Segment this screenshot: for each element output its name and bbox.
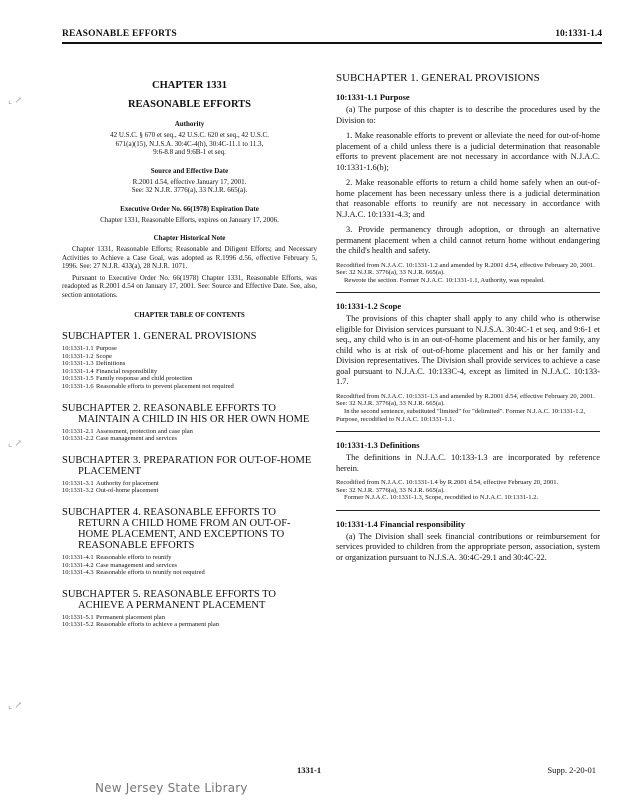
exec-order-heading: Executive Order No. 66(1978) Expiration Date bbox=[120, 204, 259, 213]
authority-heading: Authority bbox=[174, 120, 205, 128]
toc-entry bbox=[62, 383, 317, 391]
toc-entry bbox=[62, 621, 317, 629]
toc-entry-title: Authority for placement bbox=[96, 479, 159, 487]
toc-entry-number: 10:1331-4.2 bbox=[62, 561, 94, 569]
toc-entry bbox=[62, 435, 317, 443]
toc-heading: CHAPTER TABLE OF CONTENTS bbox=[134, 311, 245, 319]
toc-entry-title: Purpose bbox=[96, 345, 117, 352]
toc-entry bbox=[62, 487, 317, 495]
toc-entry-title: Reasonable efforts to reunify bbox=[96, 553, 172, 561]
history-line: In the second sentence, substituted "limited" for "delimited". Former N.J.A.C. 10:1331-1.2, Purpose, recodified to N.J.A.C. 10:1331-1.1. bbox=[336, 407, 586, 423]
toc-subchapter-title: SUBCHAPTER 4. REASONABLE EFFORTS TO bbox=[62, 506, 276, 518]
history-line: Recodified from N.J.A.C. 10:1331-1.2 and amended by R.2001 d.54, effective February 20, 2001. bbox=[336, 261, 595, 269]
toc-entry bbox=[62, 428, 317, 436]
toc-entry-title: Assessment, protection and case plan bbox=[96, 427, 193, 435]
section-paragraph: 1. Make reasonable efforts to prevent or alleviate the need for out-of-home placement of a child unless there is a judicial determination that reasonable efforts to prevent placement are not necessary in accordance with N.J.A.C. 10:1331-1.6(b); bbox=[336, 131, 600, 172]
historical-note-heading: Chapter Historical Note bbox=[153, 234, 226, 242]
toc-entry-number: 10:1331-1.2 bbox=[62, 352, 94, 360]
right-column bbox=[336, 58, 600, 568]
source-line: R.2001 d.54, effective January 17, 2001. bbox=[132, 177, 247, 186]
margin-mark-icon: ⌞ ↗ bbox=[8, 700, 23, 710]
authority-line: 9:6-8.8 and 9:6B-1 et seq. bbox=[153, 148, 226, 156]
toc-entry-title: Reasonable efforts to reunify not required bbox=[96, 569, 205, 577]
library-stamp: New Jersey State Library bbox=[95, 781, 248, 795]
toc-subchapter-title-cont: PLACEMENT bbox=[78, 465, 141, 477]
toc-entry-number: 10:1331-4.1 bbox=[62, 553, 94, 561]
toc-entry-title: Financial responsibility bbox=[96, 367, 158, 375]
toc-entry-number: 10:1331-1.4 bbox=[62, 367, 94, 375]
authority-line: 42 U.S.C. § 670 et seq., 42 U.S.C. 620 et seq., 42 U.S.C. bbox=[110, 131, 269, 139]
toc-subchapter-title: SUBCHAPTER 5. REASONABLE EFFORTS TO bbox=[62, 588, 276, 600]
toc-subchapter-title: SUBCHAPTER 1. GENERAL PROVISIONS bbox=[62, 331, 257, 342]
history-line: See: 32 N.J.R. 3776(a), 33 N.J.R. 665(a). bbox=[336, 400, 445, 408]
section-history bbox=[336, 479, 600, 502]
section-divider bbox=[336, 431, 600, 432]
section-paragraph: 2. Make reasonable efforts to return a child home safely when an out-of-home placement has been necessary unless there is a judicial determination that reasonable efforts to reunify are not necessary in accordance with N.J.A.C. 10:1331-4.3; and bbox=[336, 178, 600, 219]
toc-entry-title: Case management and services bbox=[96, 435, 178, 443]
toc-entry bbox=[62, 345, 317, 353]
running-header bbox=[62, 28, 602, 44]
toc-subchapter-title-cont: ACHIEVE A PERMANENT PLACEMENT bbox=[78, 599, 266, 611]
section-history bbox=[336, 262, 600, 285]
toc-entry bbox=[62, 614, 317, 622]
toc-entry-number: 10:1331-2.1 bbox=[62, 427, 94, 435]
toc-entry-number: 10:1331-3.1 bbox=[62, 479, 94, 487]
supplement-date: Supp. 2-20-01 bbox=[547, 765, 596, 775]
toc-entry-number: 10:1331-2.2 bbox=[62, 435, 94, 443]
section-heading-purpose: 10:1331-1.1 Purpose bbox=[336, 92, 410, 102]
toc-entry-number: 10:1331-5.1 bbox=[62, 613, 94, 621]
toc-subchapter-heading bbox=[62, 331, 317, 342]
toc-subchapter-heading bbox=[62, 507, 317, 551]
toc-entry bbox=[62, 375, 317, 383]
history-line: Recodified from N.J.A.C. 10:1331-1.4 by R.2001 d.54, effective February 20, 2001. bbox=[336, 479, 559, 487]
header-title: REASONABLE EFFORTS bbox=[62, 29, 177, 39]
toc-entry-title: Out-of-home placement bbox=[96, 487, 159, 495]
toc-subchapter-title-cont: MAINTAIN A CHILD IN HIS OR HER OWN HOME bbox=[78, 413, 310, 425]
toc-entry bbox=[62, 480, 317, 488]
section-paragraph: The provisions of this chapter shall apply to any child who is otherwise eligible for Division services pursuant to N.J.S.A. 30:4C-1 et seq. and 9:6-1 et seq., any child who is in an out-of-home placement and his or her family, any child who is at risk of out-of-home placement and his or her family and Division representatives. The Division shall provide services to achieve a case goal pursuant to N.J.A.C. 10:133C-4, except as limited in N.J.A.C. 10:133-1.7. bbox=[336, 314, 600, 387]
history-line: See: 32 N.J.R. 3776(a), 33 N.J.R. 665(a). bbox=[336, 486, 445, 494]
source-line: See: 32 N.J.R. 3776(a), 33 N.J.R. 665(a). bbox=[131, 186, 248, 194]
left-column bbox=[62, 58, 317, 629]
toc-entry-number: 10:1331-4.3 bbox=[62, 569, 94, 577]
toc-entry-title: Reasonable efforts to prevent placement not required bbox=[96, 382, 234, 390]
section-paragraph: The definitions in N.J.A.C. 10:133-1.3 are incorporated by reference herein. bbox=[336, 453, 600, 473]
section-heading-financial: 10:1331-1.4 Financial responsibility bbox=[336, 518, 466, 529]
margin-mark-icon: ⌞ ↗ bbox=[8, 95, 23, 105]
toc-entry bbox=[62, 569, 317, 577]
toc-entry-title: Definitions bbox=[96, 360, 126, 368]
page-number: 1331-1 bbox=[297, 765, 322, 775]
toc-entry bbox=[62, 554, 317, 562]
toc-entry-number: 10:1331-1.3 bbox=[62, 360, 94, 368]
toc-entry bbox=[62, 353, 317, 361]
history-line: Former N.J.A.C. 10:1331-1.3, Scope, recodified to N.J.A.C. 10:1331-1.2. bbox=[344, 494, 539, 502]
section-paragraph: (a) The Division shall seek financial contributions or reimbursement for services provided to children from the appropriate person, association, system or organization pursuant to N.J.S.A. 30:4C-29.1 and 30:4C-22. bbox=[336, 531, 600, 562]
chapter-number: CHAPTER 1331 bbox=[152, 80, 227, 91]
toc-subchapter-heading bbox=[62, 455, 317, 477]
toc-entry-number: 10:1331-1.1 bbox=[62, 345, 94, 352]
source-heading: Source and Effective Date bbox=[150, 166, 229, 175]
section-heading-scope: 10:1331-1.2 Scope bbox=[336, 301, 402, 312]
toc-entry-title: Permanent placement plan bbox=[96, 613, 165, 621]
toc-entry-title: Family response and child protection bbox=[96, 375, 193, 383]
subchapter-heading: SUBCHAPTER 1. GENERAL PROVISIONS bbox=[336, 72, 540, 84]
history-line: Recodified from N.J.A.C. 10:1331-1.3 and amended by R.2001 d.54, effective February 20, 2001. bbox=[336, 392, 595, 400]
toc-subchapter-heading bbox=[62, 589, 317, 611]
toc-entry-number: 10:1331-5.2 bbox=[62, 621, 94, 629]
toc-entry bbox=[62, 368, 317, 376]
exec-order-text: Chapter 1331, Reasonable Efforts, expires on January 17, 2006. bbox=[100, 215, 279, 224]
history-line: Rewrote the section. Former N.J.A.C. 10:1331-1.1, Authority, was repealed. bbox=[344, 276, 545, 284]
chapter-title: REASONABLE EFFORTS bbox=[127, 99, 252, 110]
history-line: See: 32 N.J.R. 3776(a), 33 N.J.R. 665(a). bbox=[336, 269, 445, 277]
toc-subchapter-title: SUBCHAPTER 2. REASONABLE EFFORTS TO bbox=[62, 402, 276, 414]
section-divider bbox=[336, 510, 600, 511]
section-history bbox=[336, 393, 600, 423]
toc-entry-title: Reasonable efforts to achieve a permanent plan bbox=[96, 621, 219, 629]
toc-entry-number: 10:1331-3.2 bbox=[62, 487, 94, 495]
section-divider bbox=[336, 292, 600, 293]
section-heading-definitions: 10:1331-1.3 Definitions bbox=[336, 440, 420, 451]
header-section: 10:1331-1.4 bbox=[555, 29, 602, 39]
toc-entry bbox=[62, 562, 317, 570]
margin-mark-icon: ⌞ ↗ bbox=[8, 438, 23, 448]
toc-entry bbox=[62, 360, 317, 368]
toc-entry-number: 10:1331-1.5 bbox=[62, 375, 94, 383]
section-paragraph: (a) The purpose of this chapter is to describe the procedures used by the Division to: bbox=[336, 105, 600, 125]
toc-entry-title: Scope bbox=[96, 352, 112, 360]
section-paragraph: 3. Provide permanency through adoption, or through an alternative permanent placement when a child cannot return home without endangering the child's health and safety. bbox=[336, 225, 600, 255]
toc-subchapter-title-cont: RETURN A CHILD HOME FROM AN OUT-OF- HOME PLACEMENT, AND EXCEPTIONS TO REASONABLE EFFORTS bbox=[78, 517, 291, 551]
toc-entry-number: 10:1331-1.6 bbox=[62, 382, 94, 390]
toc-subchapter-title: SUBCHAPTER 3. PREPARATION FOR OUT-OF-HOME bbox=[62, 454, 312, 466]
table-of-contents bbox=[62, 331, 317, 629]
authority-line: 671(a)(15), N.J.S.A. 30:4C-4(h), 30:4C-11.1 to 11.3, bbox=[115, 139, 264, 148]
historical-note-paragraph: Pursuant to Executive Order No. 66(1978) Chapter 1331, Reasonable Efforts, was readopted as R.2001 d.54 on January 17, 2001. See: Source and Effective Date. See, also, section annotations. bbox=[62, 273, 317, 299]
toc-entry-title: Case management and services bbox=[96, 561, 178, 569]
historical-note-paragraph: Chapter 1331, Reasonable Efforts; Reasonable and Diligent Efforts; and Necessary Activities to Achieve a Case Goal, was adopted as R.1996 d.56, effective February 5, 1996. See: 27 N.J.R. 433(a), 28 N.J.R. 1071. bbox=[62, 245, 317, 270]
toc-subchapter-heading bbox=[62, 403, 317, 425]
